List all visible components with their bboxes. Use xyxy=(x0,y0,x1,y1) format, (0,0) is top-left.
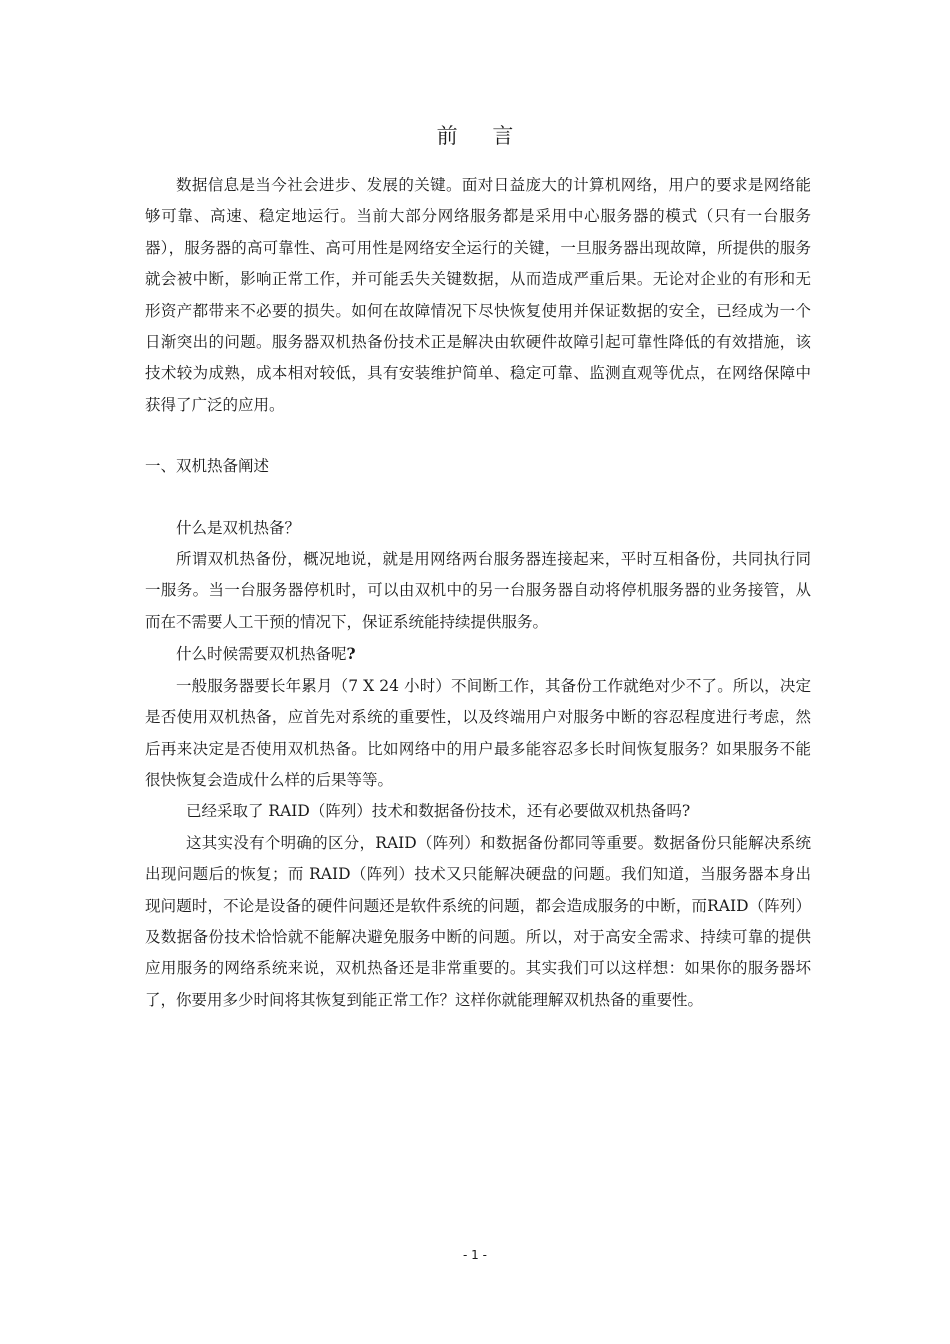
document-body xyxy=(145,170,811,1016)
answer-what-is: 所谓双机热备份，概况地说，就是用网络两台服务器连接起来，平时互相备份，共同执行同一服务。当一台服务器停机时，可以由双机中的另一台服务器自动将停机服务器的业务接管，从而在不需要人工干预的情况下，保证系统能持续提供服务。 xyxy=(145,550,811,631)
answer-when-needed: 一般服务器要长年累月（7 X 24 小时）不间断工作，其备份工作就绝对少不了。所以，决定是否使用双机热备，应首先对系统的重要性，以及终端用户对服务中断的容忍程度进行考虑，然后再来决定是否使用双机热备。比如网络中的用户最多能容忍多长时间恢复服务？如果服务不能很快恢复会造成什么样的后果等等。 xyxy=(145,676,811,789)
page-title: 前 言 xyxy=(436,124,528,148)
question-when-needed-text: 什么时候需要双机热备呢 xyxy=(176,645,347,664)
question-raid: 已经采取了 RAID（阵列）技术和数据备份技术，还有必要做双机热备吗? xyxy=(186,802,691,821)
question-mark: ? xyxy=(346,644,356,664)
question-when-needed xyxy=(145,638,811,670)
answer-raid: 这其实没有个明确的区分，RAID（阵列）和数据备份都同等重要。数据备份只能解决系统出现问题后的恢复；而 RAID（阵列）技术又只能解决硬盘的问题。我们知道，当服务器本身出现问题时，不论是设备的硬件问题还是软件系统的问题，都会造成服务的中断，而RAID（阵列）及数据备份技术恰恰就不能解决避免服务中断的问题。所以，对于高安全需求、持续可靠的提供应用服务的网络系统来说，双机热备还是非常重要的。其实我们可以这样想：如果你的服务器坏了，你要用多少时间将其恢复到能正常工作？这样你就能理解双机热备的重要性。 xyxy=(145,833,811,1009)
page-number: - 1 - xyxy=(463,1248,487,1262)
section-heading: 一、双机热备阐述 xyxy=(145,457,270,476)
intro-paragraph: 数据信息是当今社会进步、发展的关键。面对日益庞大的计算机网络，用户的要求是网络能够可靠、高速、稳定地运行。当前大部分网络服务都是采用中心服务器的模式（只有一台服务器），服务器的高可靠性、高可用性是网络安全运行的关键，一旦服务器出现故障，所提供的服务就会被中断，影响正常工作，并可能丢失关键数据，从而造成严重后果。无论对企业的有形和无形资产都带来不必要的损失。如何在故障情况下尽快恢复使用并保证数据的安全，已经成为一个日渐突出的问题。服务器双机热备份技术正是解决由软硬件故障引起可靠性降低的有效措施，该技术较为成熟，成本相对较低，具有安装维护简单、稳定可靠、监测直观等优点，在网络保障中获得了广泛的应用。 xyxy=(145,176,811,414)
question-what-is: 什么是双机热备？ xyxy=(176,518,301,537)
